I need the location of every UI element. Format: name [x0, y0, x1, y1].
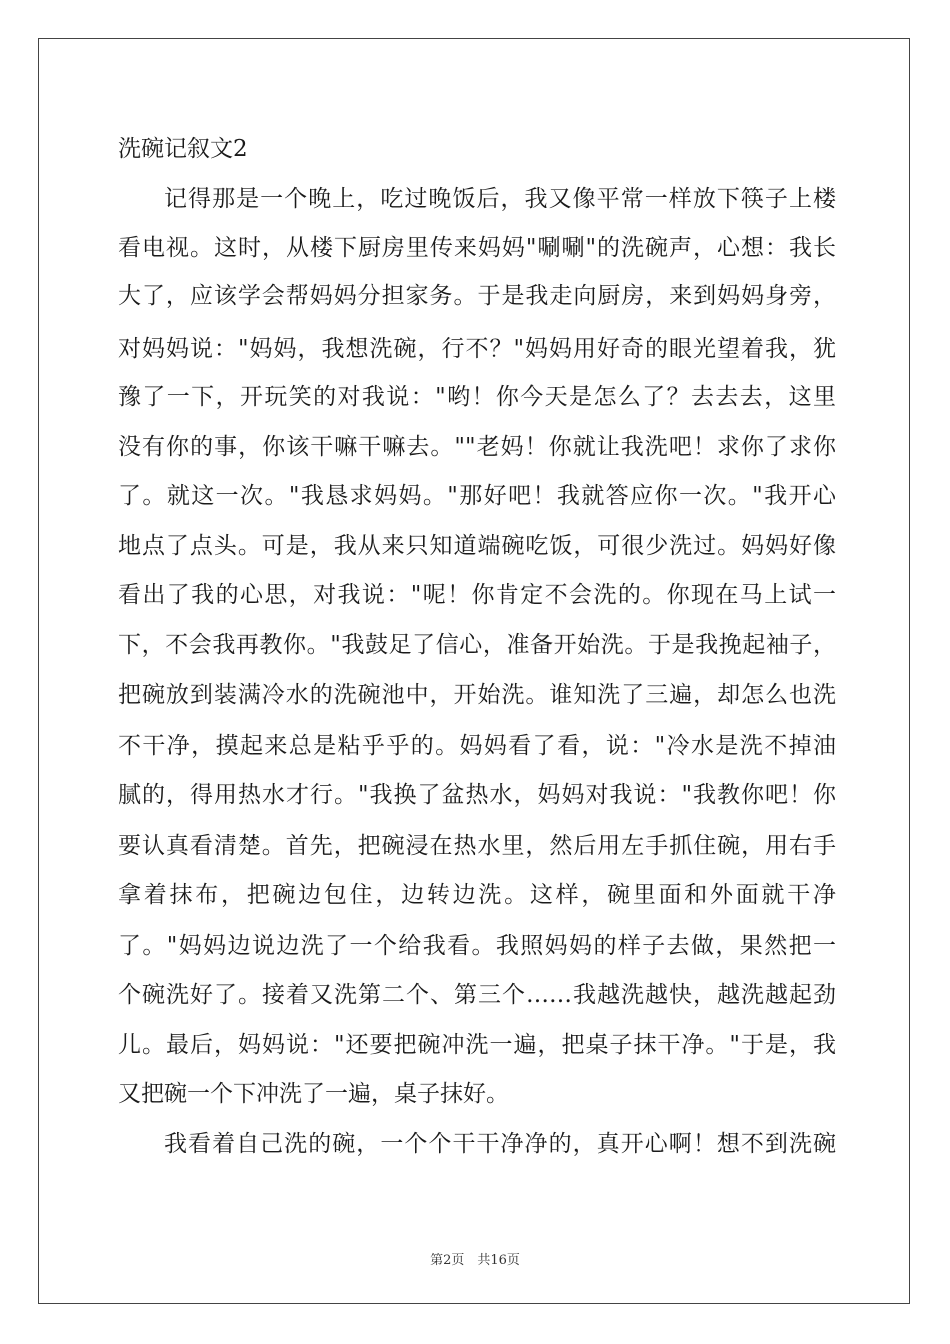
paragraph-line: 下，不会我再教你。"我鼓足了信心，准备开始洗。于是我挽起袖子，	[118, 632, 836, 658]
paragraph-line: 把碗放到装满冷水的洗碗池中，开始洗。谁知洗了三遍，却怎么也洗	[118, 682, 836, 708]
paragraph-line: 没有你的事，你该干嘛干嘛去。""老妈！你就让我洗吧！求你了求你	[118, 434, 836, 460]
paragraph-line: 了。就这一次。"我恳求妈妈。"那好吧！我就答应你一次。"我开心	[118, 483, 836, 509]
paragraph-line: 看电视。这时，从楼下厨房里传来妈妈"唰唰"的洗碗声，心想：我长	[118, 235, 836, 261]
paragraph-line: 个碗洗好了。接着又洗第二个、第三个……我越洗越快，越洗越起劲	[118, 982, 836, 1008]
paragraph-line: 不干净，摸起来总是粘乎乎的。妈妈看了看，说："冷水是洗不掉油	[118, 733, 836, 759]
page-border	[38, 38, 910, 1304]
paragraph-line: 大了，应该学会帮妈妈分担家务。于是我走向厨房，来到妈妈身旁，	[118, 283, 836, 309]
paragraph-line: 要认真看清楚。首先，把碗浸在热水里，然后用左手抓住碗，用右手	[118, 833, 836, 859]
paragraph-line: 地点了点头。可是，我从来只知道端碗吃饭，可很少洗过。妈妈好像	[118, 533, 836, 559]
paragraph-line: 记得那是一个晚上，吃过晚饭后，我又像平常一样放下筷子上楼	[164, 186, 836, 212]
page-number: 第2页 共16页	[430, 1253, 520, 1268]
paragraph-line: 拿着抹布，把碗边包住，边转边洗。这样，碗里面和外面就干净	[118, 882, 836, 908]
paragraph-line: 对妈妈说："妈妈，我想洗碗，行不？"妈妈用好奇的眼光望着我，犹	[118, 336, 836, 362]
paragraph-line: 了。"妈妈边说边洗了一个给我看。我照妈妈的样子去做，果然把一	[118, 933, 836, 959]
paragraph-line: 腻的，得用热水才行。"我换了盆热水，妈妈对我说："我教你吧！你	[118, 782, 836, 808]
paragraph-line: 豫了一下，开玩笑的对我说："哟！你今天是怎么了？去去去，这里	[118, 384, 836, 410]
paragraph-line: 儿。最后，妈妈说："还要把碗冲洗一遍，把桌子抹干净。"于是，我	[118, 1032, 836, 1058]
paragraph-line: 我看着自己洗的碗，一个个干干净净的，真开心啊！想不到洗碗	[164, 1131, 836, 1157]
document-title: 洗碗记叙文2	[118, 136, 248, 162]
paragraph-line: 看出了我的心思，对我说："呢！你肯定不会洗的。你现在马上试一	[118, 582, 836, 608]
paragraph-line: 又把碗一个下冲洗了一遍，桌子抹好。	[118, 1081, 509, 1107]
